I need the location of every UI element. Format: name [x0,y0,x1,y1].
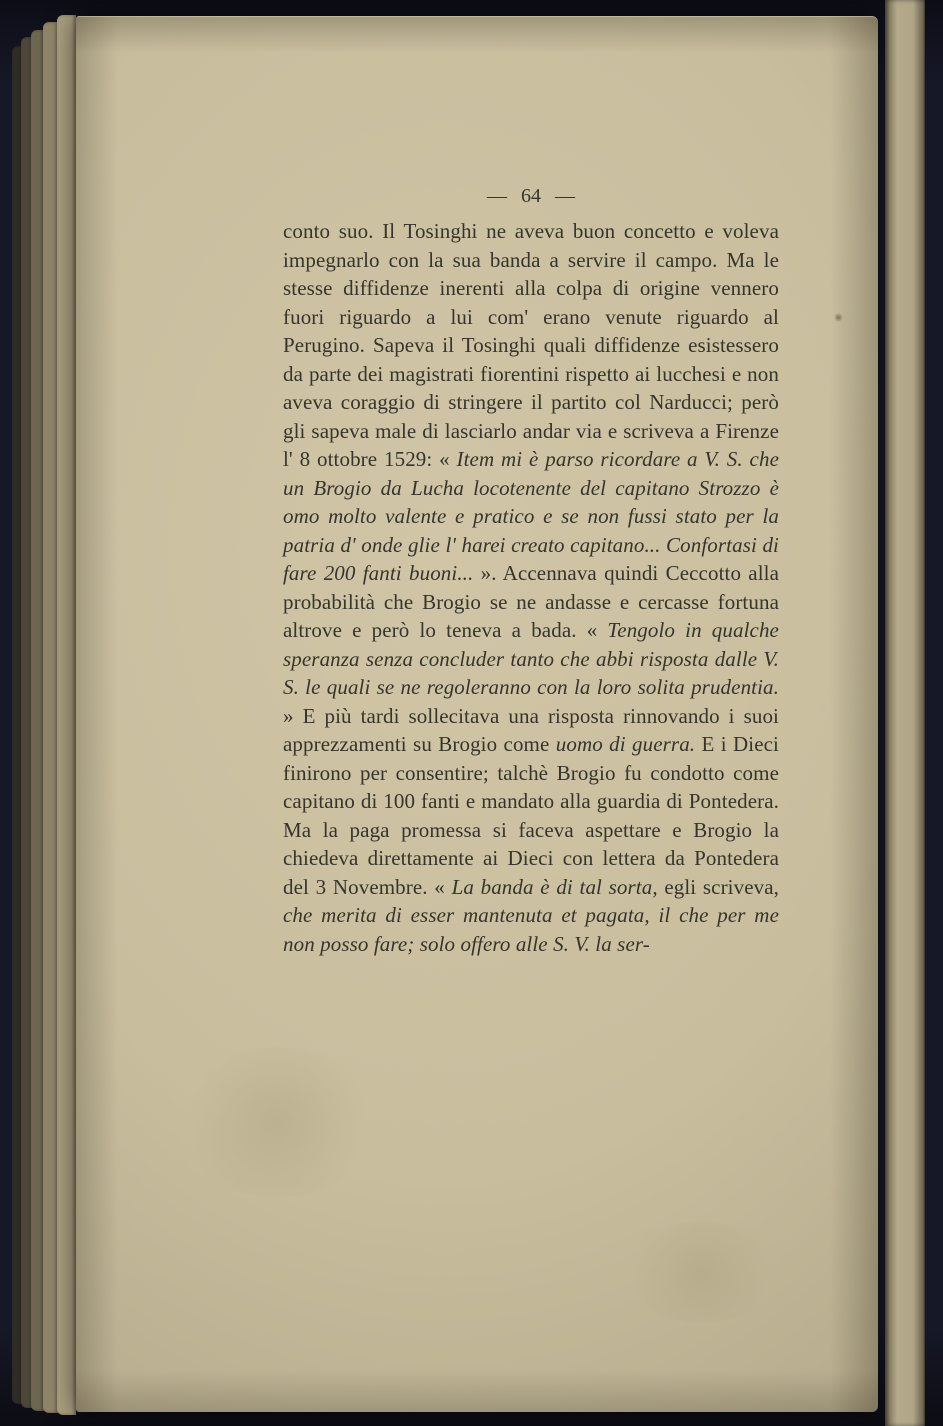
page-edge-stack [12,10,76,1416]
page-edge [43,22,58,1413]
text-run-italic: Item mi è parso ricordare a V. S. che un Brogio da Lucha locotenente del capitano Strozzo è omo molto valente e pratico e se non fussi stato per la patria d' onde glie l' harei creato capitano... Confortasi di fare 200 fanti buoni... [283,447,779,585]
text-run-italic: La banda è di tal sorta, [451,874,665,899]
text-block [283,185,779,958]
text-run-italic: Tengolo in qualche speranza senza concluder tanto che abbi risposta dalle V. S. le quali se ne regoleranno con la loro solita prudentia. [283,618,779,699]
text-run: E i Dieci finirono per consentire; talchè Brogio fu condotto come capitano di 100 fanti e mandato alla guardia di Pontedera. Ma la paga promessa si faceva aspettare e Brogio la chiedeva direttamente ai Dieci con lettera da Pontedera del 3 Novembre. « [283,732,779,899]
text-run: conto suo. Il Tosinghi ne aveva buon concetto e voleva impegnarlo con la sua banda a servire il campo. Ma le stesse diffidenze inerenti alla colpa di origine vennero fuori riguardo a lui com' erano venute riguardo al Perugino. Sapeva il Tosinghi quali diffidenze esistessero da parte dei magistrati fiorentini rispetto ai lucchesi e non aveva coraggio di stringere il partito col Narducci; però gli sapeva male di lasciarlo andar via e scriveva a Firenze l' 8 ottobre 1529: « [283,219,779,471]
page-number: — 64 — [487,185,575,207]
paper-stain [172,1047,382,1197]
text-run-italic: uomo di guerra. [555,732,696,756]
text-run: » E più tardi sollecitava una risposta rinnovando i suoi apprezzamenti su Brogio come [283,703,779,756]
adjacent-page-edge [885,0,925,1426]
text-run-italic: che merita di esser mantenuta et pagata, il che per me non posso fare; solo offero alle S. V. la ser- [283,903,779,956]
page-edge [57,15,76,1415]
paper-speck [834,313,843,322]
body-text [283,217,779,958]
paper-stain [616,1222,786,1322]
text-run: egli scriveva, [664,874,779,899]
text-run: ». Accennava quindi Ceccotto alla probabilità che Brogio se ne andasse e cercasse fortuna altrove e però lo teneva a bada. « [283,561,780,642]
book-page [76,16,878,1412]
